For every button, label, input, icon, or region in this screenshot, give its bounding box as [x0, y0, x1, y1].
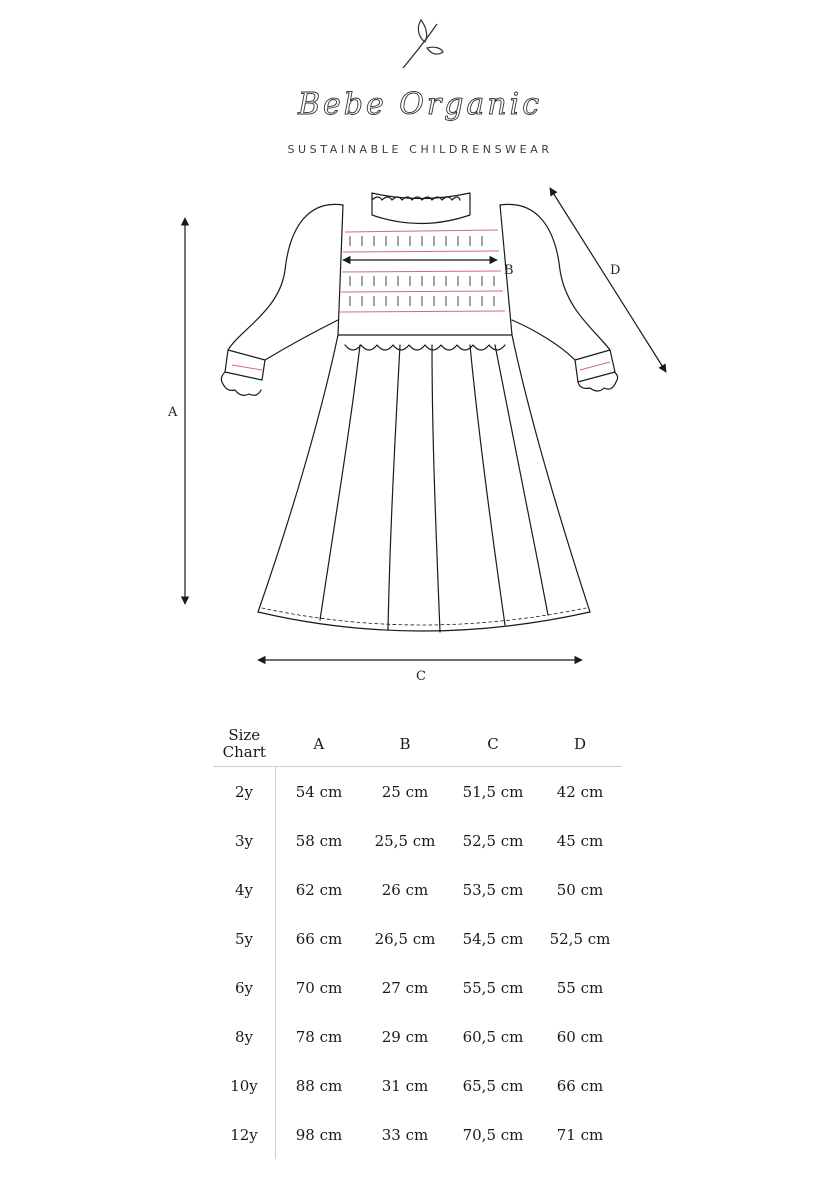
measure-a-cell: 98 cm — [295, 1125, 343, 1144]
measure-c-cell: 53,5 cm — [462, 880, 524, 899]
dress-outline — [221, 193, 617, 632]
measure-b-cell: 29 cm — [381, 1027, 429, 1046]
measure-b-cell: 27 cm — [381, 978, 429, 997]
measure-d-cell: 52,5 cm — [549, 929, 611, 948]
size-cell: 10y — [213, 1061, 276, 1110]
table-row — [213, 767, 622, 817]
size-chart-title-line2: Chart — [222, 743, 266, 761]
measure-b-cell: 31 cm — [381, 1076, 429, 1095]
column-header-b: B — [362, 722, 448, 767]
dimension-label-b: B — [504, 263, 514, 278]
size-cell: 12y — [213, 1110, 276, 1159]
table-row — [213, 1110, 622, 1159]
dimension-label-c: C — [416, 669, 426, 684]
size-chart-table — [213, 722, 622, 1159]
size-cell: 6y — [213, 963, 276, 1012]
size-chart-header-row — [213, 722, 622, 767]
measure-a-cell: 54 cm — [295, 782, 343, 801]
size-cell: 2y — [213, 767, 276, 817]
dimension-label-d: D — [610, 263, 621, 278]
measure-d-cell: 66 cm — [556, 1076, 604, 1095]
measure-b-cell: 26 cm — [381, 880, 429, 899]
measure-d-cell: 60 cm — [556, 1027, 604, 1046]
measure-d-cell: 50 cm — [556, 880, 604, 899]
table-row — [213, 1061, 622, 1110]
brand-logo — [280, 80, 560, 130]
size-cell: 5y — [213, 914, 276, 963]
measure-a-cell: 58 cm — [295, 831, 343, 850]
measure-c-cell: 65,5 cm — [462, 1076, 524, 1095]
dimension-label-a: A — [168, 405, 178, 420]
measure-a-cell: 88 cm — [295, 1076, 343, 1095]
table-row — [213, 1012, 622, 1061]
measure-a-cell: 66 cm — [295, 929, 343, 948]
column-header-a: A — [276, 722, 363, 767]
measure-c-cell: 60,5 cm — [462, 1027, 524, 1046]
size-chart-title-line1: Size — [228, 726, 261, 744]
table-row — [213, 963, 622, 1012]
measure-a-cell: 70 cm — [295, 978, 343, 997]
column-header-c: C — [448, 722, 538, 767]
dimension-arrows — [185, 188, 666, 660]
measure-b-cell: 25 cm — [381, 782, 429, 801]
size-cell: 3y — [213, 816, 276, 865]
table-row — [213, 865, 622, 914]
measure-d-cell: 42 cm — [556, 782, 604, 801]
measure-c-cell: 70,5 cm — [462, 1125, 524, 1144]
measure-a-cell: 78 cm — [295, 1027, 343, 1046]
leaf-icon — [395, 18, 445, 70]
measure-c-cell: 55,5 cm — [462, 978, 524, 997]
measure-a-cell: 62 cm — [295, 880, 343, 899]
brand-name: Bebe Organic — [297, 87, 543, 122]
table-row — [213, 914, 622, 963]
size-cell: 8y — [213, 1012, 276, 1061]
measure-d-cell: 55 cm — [556, 978, 604, 997]
measure-c-cell: 54,5 cm — [462, 929, 524, 948]
table-row — [213, 816, 622, 865]
measure-d-cell: 45 cm — [556, 831, 604, 850]
measure-b-cell: 33 cm — [381, 1125, 429, 1144]
measure-c-cell: 52,5 cm — [462, 831, 524, 850]
measure-b-cell: 25,5 cm — [374, 831, 436, 850]
dimension-arrow-d — [550, 188, 666, 372]
column-header-d: D — [538, 722, 622, 767]
dress-diagram — [0, 170, 840, 700]
size-cell: 4y — [213, 865, 276, 914]
measure-b-cell: 26,5 cm — [374, 929, 436, 948]
measure-c-cell: 51,5 cm — [462, 782, 524, 801]
brand-tagline: SUSTAINABLE CHILDRENSWEAR — [287, 143, 553, 156]
measure-d-cell: 71 cm — [556, 1125, 604, 1144]
size-chart-title — [213, 722, 276, 767]
